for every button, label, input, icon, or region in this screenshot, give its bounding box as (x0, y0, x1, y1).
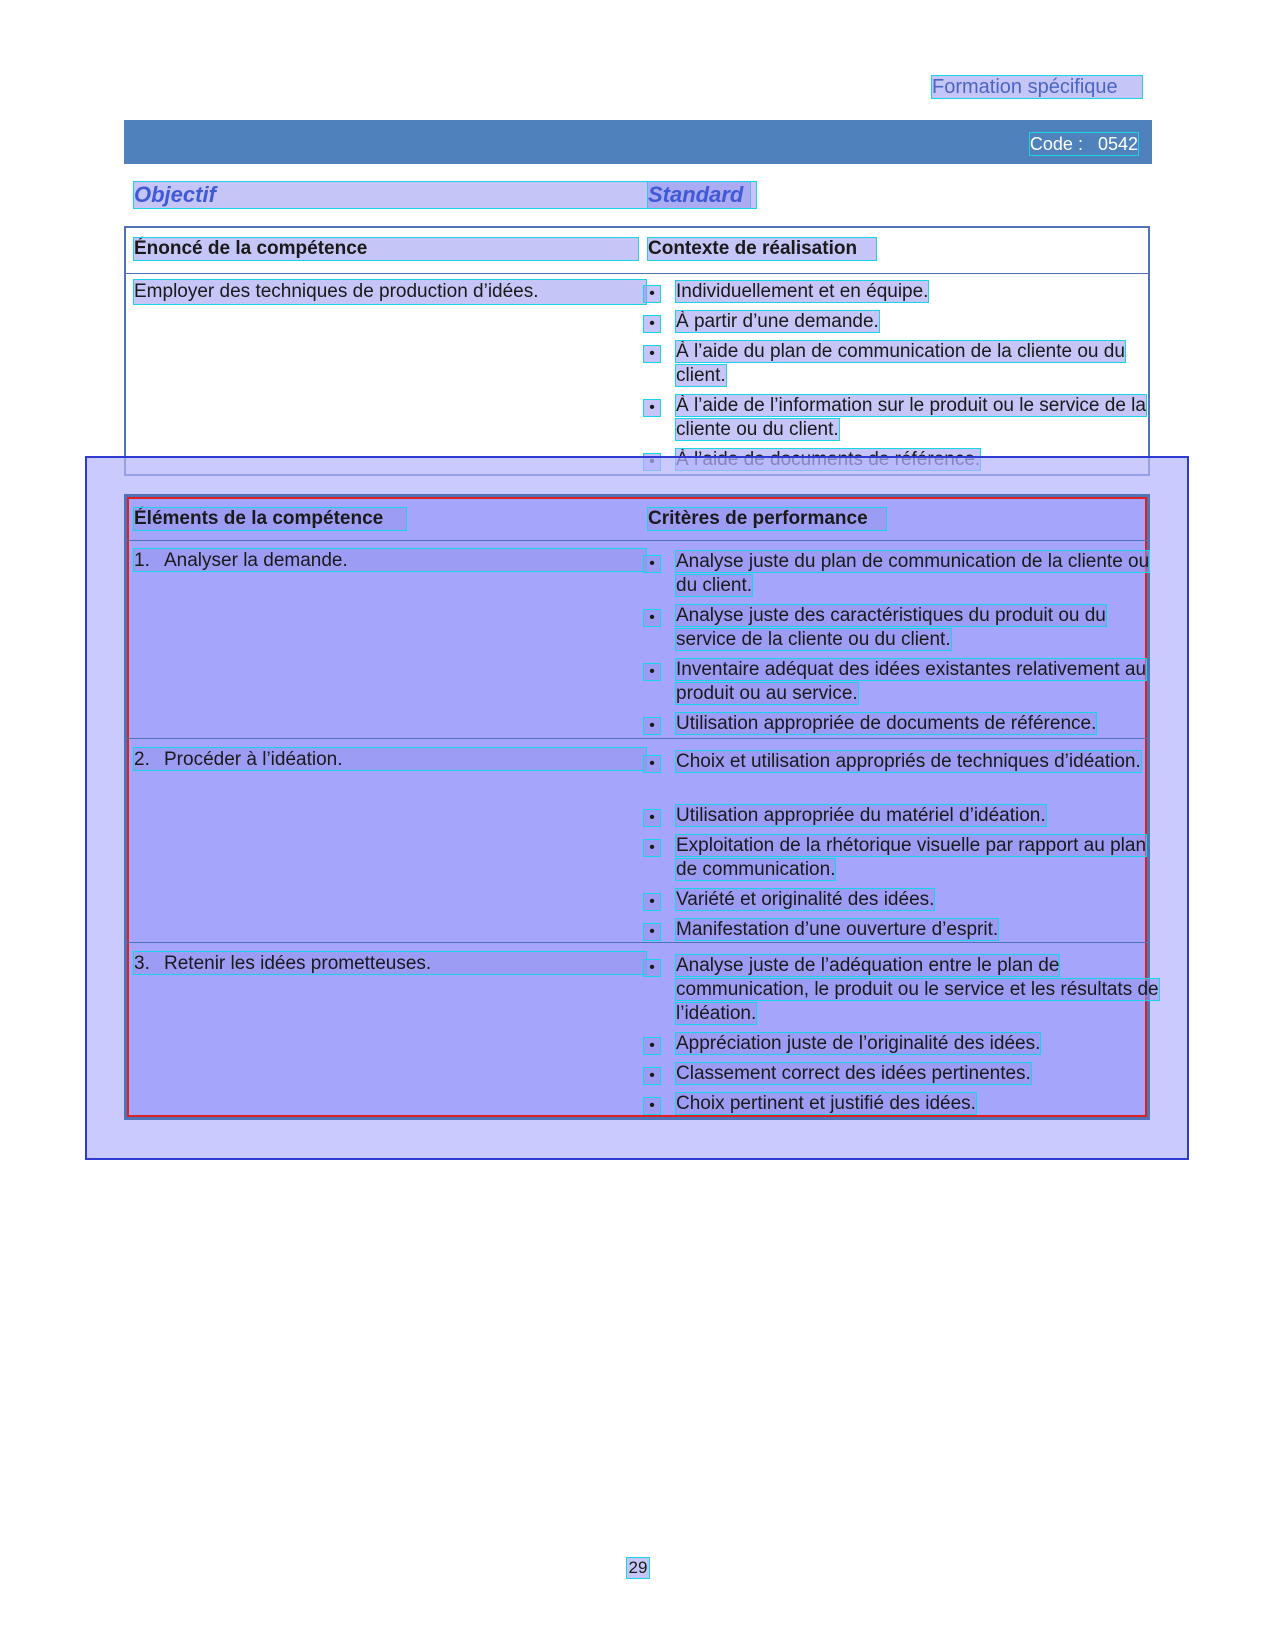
bullet-icon: • (644, 1098, 660, 1114)
element-label: 1. Analyser la demande. (134, 549, 646, 571)
list-item: Utilisation appropriée de documents de référence. (676, 713, 1097, 734)
list-item: Inventaire adéquat des idées existantes relativement au produit ou au service. (676, 659, 1147, 704)
statement-header: Énoncé de la compétence (134, 238, 638, 260)
list-item: Classement correct des idées pertinentes. (676, 1063, 1031, 1084)
criteria-header: Critères de performance (648, 508, 886, 530)
context-header: Contexte de réalisation (648, 238, 876, 260)
standard-heading: Standard (648, 182, 756, 208)
bullet-icon: • (644, 1068, 660, 1084)
page-number: 29 (628, 1558, 648, 1577)
bullet-icon: • (644, 1038, 660, 1054)
bullet-icon: • (644, 960, 660, 976)
list-item: Exploitation de la rhétorique visuelle par rapport au plan de communication. (676, 835, 1147, 880)
code-bar (124, 120, 1152, 164)
bullet-icon: • (644, 756, 660, 772)
elements-header: Éléments de la compétence (134, 508, 406, 530)
bullet-icon: • (644, 840, 660, 856)
bullet-icon: • (644, 400, 660, 416)
element-label: 3. Retenir les idées prometteuses. (134, 952, 646, 974)
bullet-icon: • (644, 286, 660, 302)
list-item: Analyse juste de l’adéquation entre le plan de communication, le produit ou le service et les résultats de l’idéation. (676, 955, 1159, 1024)
bullet-icon: • (644, 556, 660, 572)
element-label: 2. Procéder à l’idéation. (134, 748, 646, 770)
list-item: Analyse juste des caractéristiques du produit ou du service de la cliente ou du client. (676, 605, 1106, 650)
table-divider (127, 738, 1147, 739)
list-item: Manifestation d’une ouverture d’esprit. (676, 919, 999, 940)
objectif-heading: Objectif (134, 182, 750, 208)
table-divider (127, 942, 1147, 943)
list-item: Variété et originalité des idées. (676, 889, 935, 910)
list-item: Analyse juste du plan de communication de la cliente ou du client. (676, 551, 1150, 596)
table-divider (126, 273, 1148, 274)
table-divider (127, 540, 1147, 541)
bullet-icon: • (644, 346, 660, 362)
bullet-icon: • (644, 718, 660, 734)
bullet-icon: • (644, 894, 660, 910)
bullet-icon: • (644, 664, 660, 680)
list-item: Choix pertinent et justifié des idées. (676, 1093, 976, 1114)
list-item: Individuellement et en équipe. (676, 281, 929, 302)
header-formation-label: Formation spécifique (932, 76, 1142, 98)
list-item: À l’aide de l’information sur le produit ou le service de la cliente ou du client. (676, 395, 1146, 440)
list-item: Choix et utilisation appropriés de techniques d’idéation. (676, 751, 1141, 772)
bullet-icon: • (644, 924, 660, 940)
code-label: Code : 0542 (1029, 134, 1138, 154)
bullet-icon: • (644, 610, 660, 626)
list-item: À partir d’une demande. (676, 311, 879, 332)
bullet-icon: • (644, 316, 660, 332)
bullet-icon: • (644, 810, 660, 826)
list-item: À l’aide du plan de communication de la cliente ou du client. (676, 341, 1125, 386)
list-item: Utilisation appropriée du matériel d’idéation. (676, 805, 1046, 826)
list-item: Appréciation juste de l’originalité des idées. (676, 1033, 1041, 1054)
competence-statement: Employer des techniques de production d’idées. (134, 280, 646, 304)
